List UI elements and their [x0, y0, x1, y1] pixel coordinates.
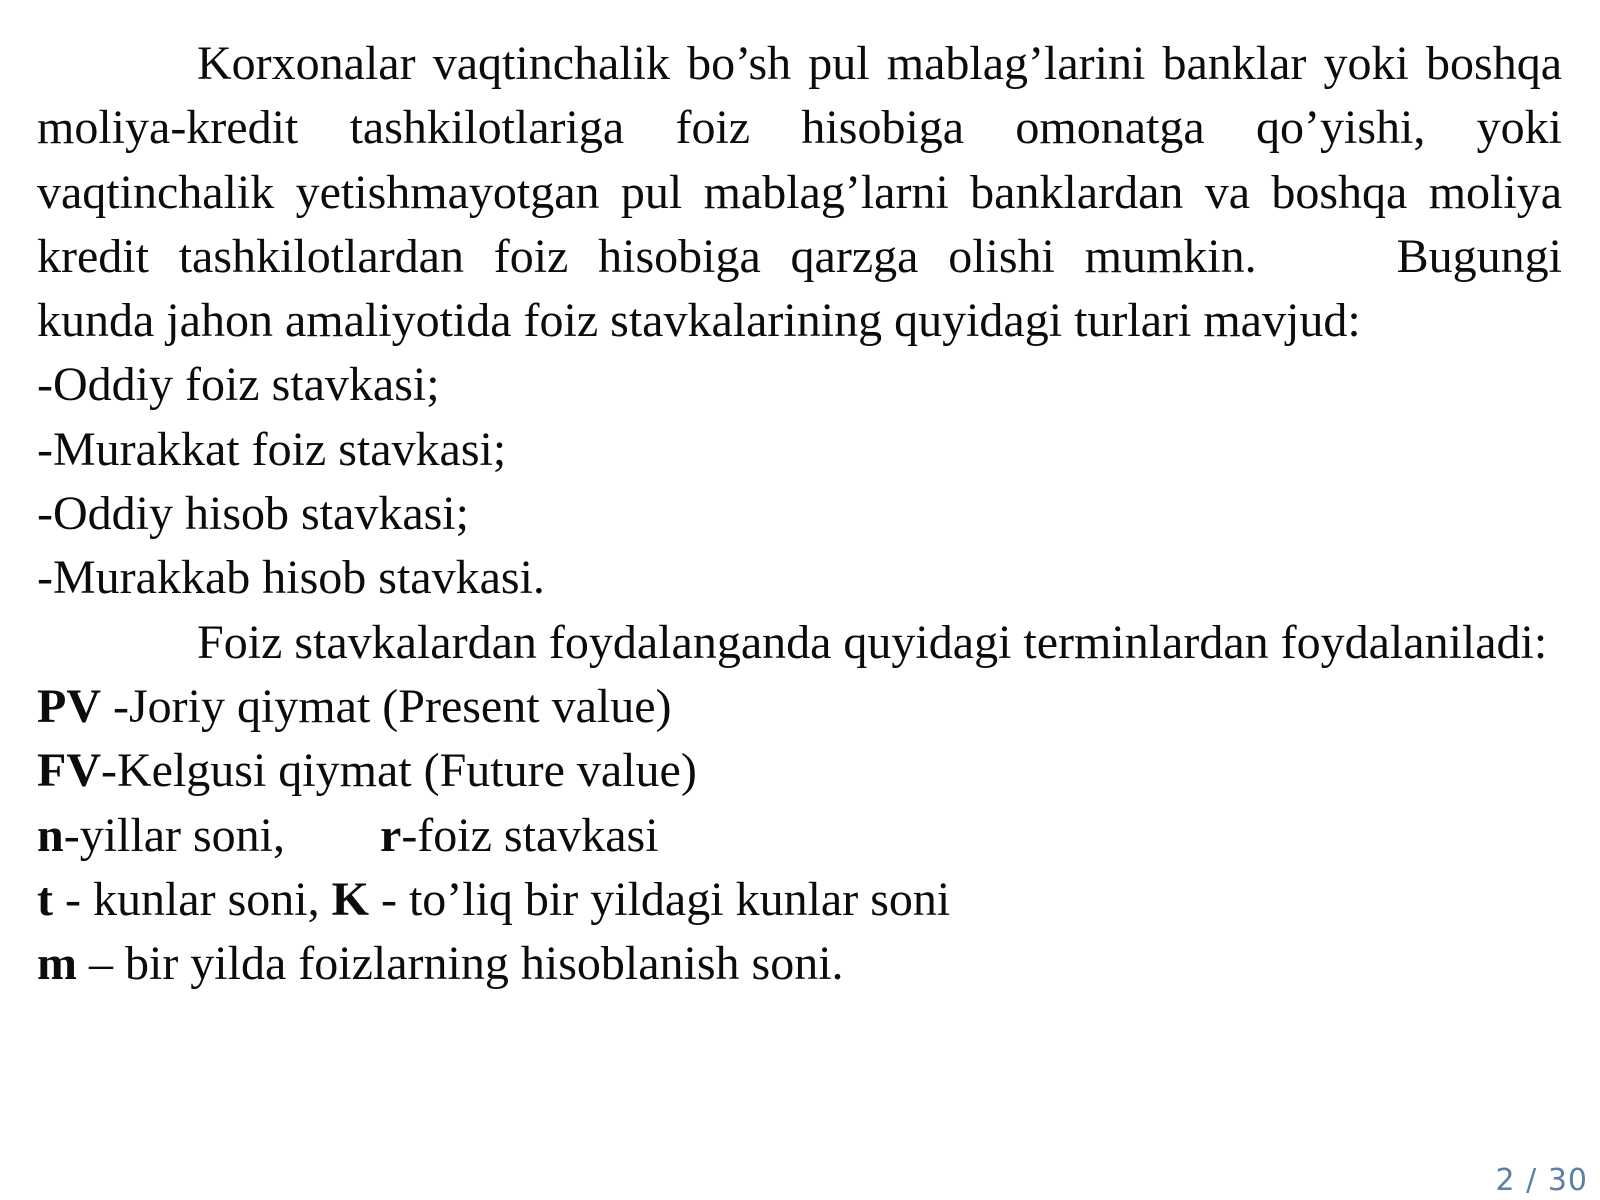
term-m	[37, 932, 1562, 996]
term-pv	[37, 675, 1562, 739]
rate-types-list	[37, 353, 1562, 610]
term-fv	[37, 739, 1562, 803]
term-key-n: n	[37, 808, 64, 862]
term-desc-t: - kunlar soni,	[52, 872, 332, 926]
intro-text-part2: Bugungi kunda jahon amaliyotida foiz stavkalarining quyidagi turlari mavjud:	[37, 229, 1562, 348]
term-key-k: K	[331, 872, 369, 926]
term-t-k	[37, 868, 1562, 932]
document-page	[37, 32, 1562, 996]
terms-intro-paragraph: Foiz stavkalardan foydalanganda quyidagi terminlardan foydalaniladi:	[197, 615, 1548, 669]
term-desc-m: – bir yilda foizlarning hisoblanish soni.	[76, 937, 844, 991]
term-key-fv: FV	[37, 744, 101, 798]
term-n-r	[37, 804, 1562, 868]
term-key-pv: PV	[37, 679, 101, 733]
term-key-r: r	[380, 808, 402, 862]
list-item: -Murakkat foiz stavkasi;	[37, 422, 507, 476]
term-desc-n: -yillar soni,	[63, 808, 285, 862]
term-desc-fv: -Kelgusi qiymat (Future value)	[100, 744, 697, 798]
list-item: -Murakkab hisob stavkasi.	[37, 551, 545, 605]
term-desc-pv: -Joriy qiymat (Present value)	[100, 679, 672, 733]
term-desc-r: -foiz stavkasi	[401, 808, 659, 862]
intro-text-part1: Korxonalar vaqtinchalik bo’sh pul mablag’larini banklar yoki boshqa moliya-kredit tashkilotlariga foiz hisobiga omonatga qo’yishi, yoki vaqtinchalik yetishmayotgan pul mablag’larni banklardan va boshqa moliya kredit tashkilotlardan foiz hisobiga qarzga olishi mumkin.	[37, 37, 1562, 283]
list-item: -Oddiy foiz stavkasi;	[37, 358, 440, 412]
term-key-m: m	[37, 937, 77, 991]
terms-list	[37, 675, 1562, 996]
term-desc-k: - to’liq bir yildagi kunlar soni	[368, 872, 951, 926]
intro-paragraph	[37, 32, 1562, 353]
page-counter: 2 / 30	[1495, 1163, 1588, 1198]
list-item: -Oddiy hisob stavkasi;	[37, 487, 469, 541]
term-key-t: t	[37, 872, 53, 926]
